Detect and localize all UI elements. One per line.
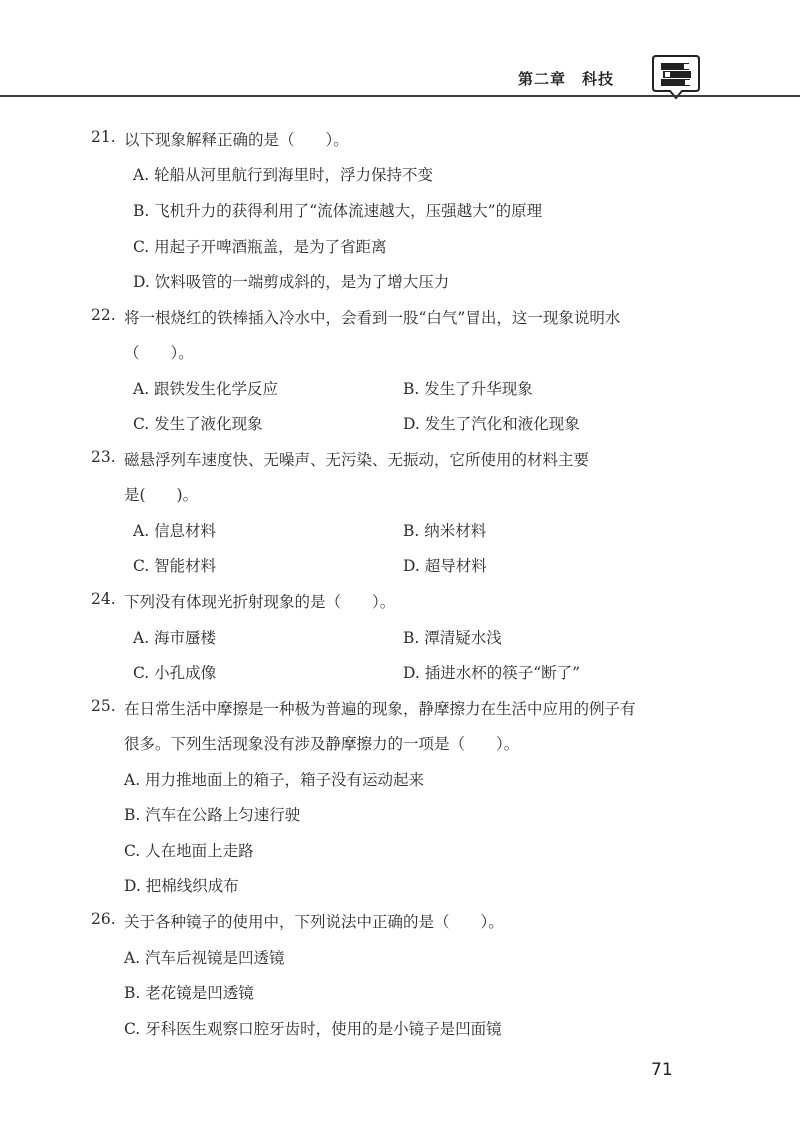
books-icon <box>652 52 700 100</box>
option-c: C. 用起子开啤酒瓶盖，是为了省距离 <box>133 238 387 256</box>
option-b: B. 汽车在公路上匀速行驶 <box>124 806 301 824</box>
option-d: D. 超导材料 <box>403 557 487 575</box>
option-b: B. 纳米材料 <box>403 522 487 540</box>
option-c: C. 智能材料 <box>133 557 217 575</box>
option-d: D. 饮料吸管的一端剪成斜的，是为了增大压力 <box>133 273 450 291</box>
page-number: 71 <box>651 1060 673 1080</box>
question-stem-continued: 很多。下列生活现象没有涉及静摩擦力的一项是（ ）。 <box>124 735 520 753</box>
option-a: A. 轮船从河里航行到海里时，浮力保持不变 <box>133 166 434 184</box>
option-a: A. 信息材料 <box>133 522 217 540</box>
question-number: 26. <box>91 910 116 928</box>
option-d: D. 插进水杯的筷子“断了” <box>403 664 581 682</box>
option-a: A. 海市蜃楼 <box>133 629 217 647</box>
option-d: D. 把棉线织成布 <box>124 877 239 895</box>
option-c: C. 牙科医生观察口腔牙齿时，使用的是小镜子是凹面镜 <box>124 1020 502 1038</box>
option-a: A. 跟铁发生化学反应 <box>133 380 279 398</box>
question-stem-continued: （ ）。 <box>124 344 194 362</box>
option-b: B. 潭清疑水浅 <box>403 629 502 647</box>
option-b: B. 飞机升力的获得利用了“流体流速越大，压强越大”的原理 <box>133 202 543 220</box>
question-number: 25. <box>91 697 116 715</box>
option-b: B. 老花镜是凹透镜 <box>124 984 254 1002</box>
question-number: 23. <box>91 448 116 466</box>
option-c: C. 小孔成像 <box>133 664 217 682</box>
chapter-title: 第二章 科技 <box>517 70 614 88</box>
question-number: 21. <box>91 128 116 146</box>
option-a: A. 汽车后视镜是凹透镜 <box>124 949 285 967</box>
question-number: 24. <box>91 590 116 608</box>
question-stem-continued: 是( )。 <box>124 486 199 504</box>
question-stem: 关于各种镜子的使用中，下列说法中正确的是（ ）。 <box>124 913 504 931</box>
option-d: D. 发生了汽化和液化现象 <box>403 415 580 433</box>
question-stem: 以下现象解释正确的是（ ）。 <box>124 131 349 149</box>
option-a: A. 用力推地面上的箱子，箱子没有运动起来 <box>124 771 425 789</box>
question-stem: 磁悬浮列车速度快、无噪声、无污染、无振动，它所使用的材料主要 <box>124 451 590 469</box>
option-c: C. 发生了液化现象 <box>133 415 263 433</box>
option-c: C. 人在地面上走路 <box>124 842 254 860</box>
header-rule <box>0 95 800 97</box>
question-stem: 下列没有体现光折射现象的是（ ）。 <box>124 593 396 611</box>
question-stem: 将一根烧红的铁棒插入冷水中，会看到一股“白气”冒出，这一现象说明水 <box>124 309 621 327</box>
page-header <box>0 0 800 100</box>
question-stem: 在日常生活中摩擦是一种极为普遍的现象，静摩擦力在生活中应用的例子有 <box>124 700 636 718</box>
question-number: 22. <box>91 306 116 324</box>
option-b: B. 发生了升华现象 <box>403 380 533 398</box>
